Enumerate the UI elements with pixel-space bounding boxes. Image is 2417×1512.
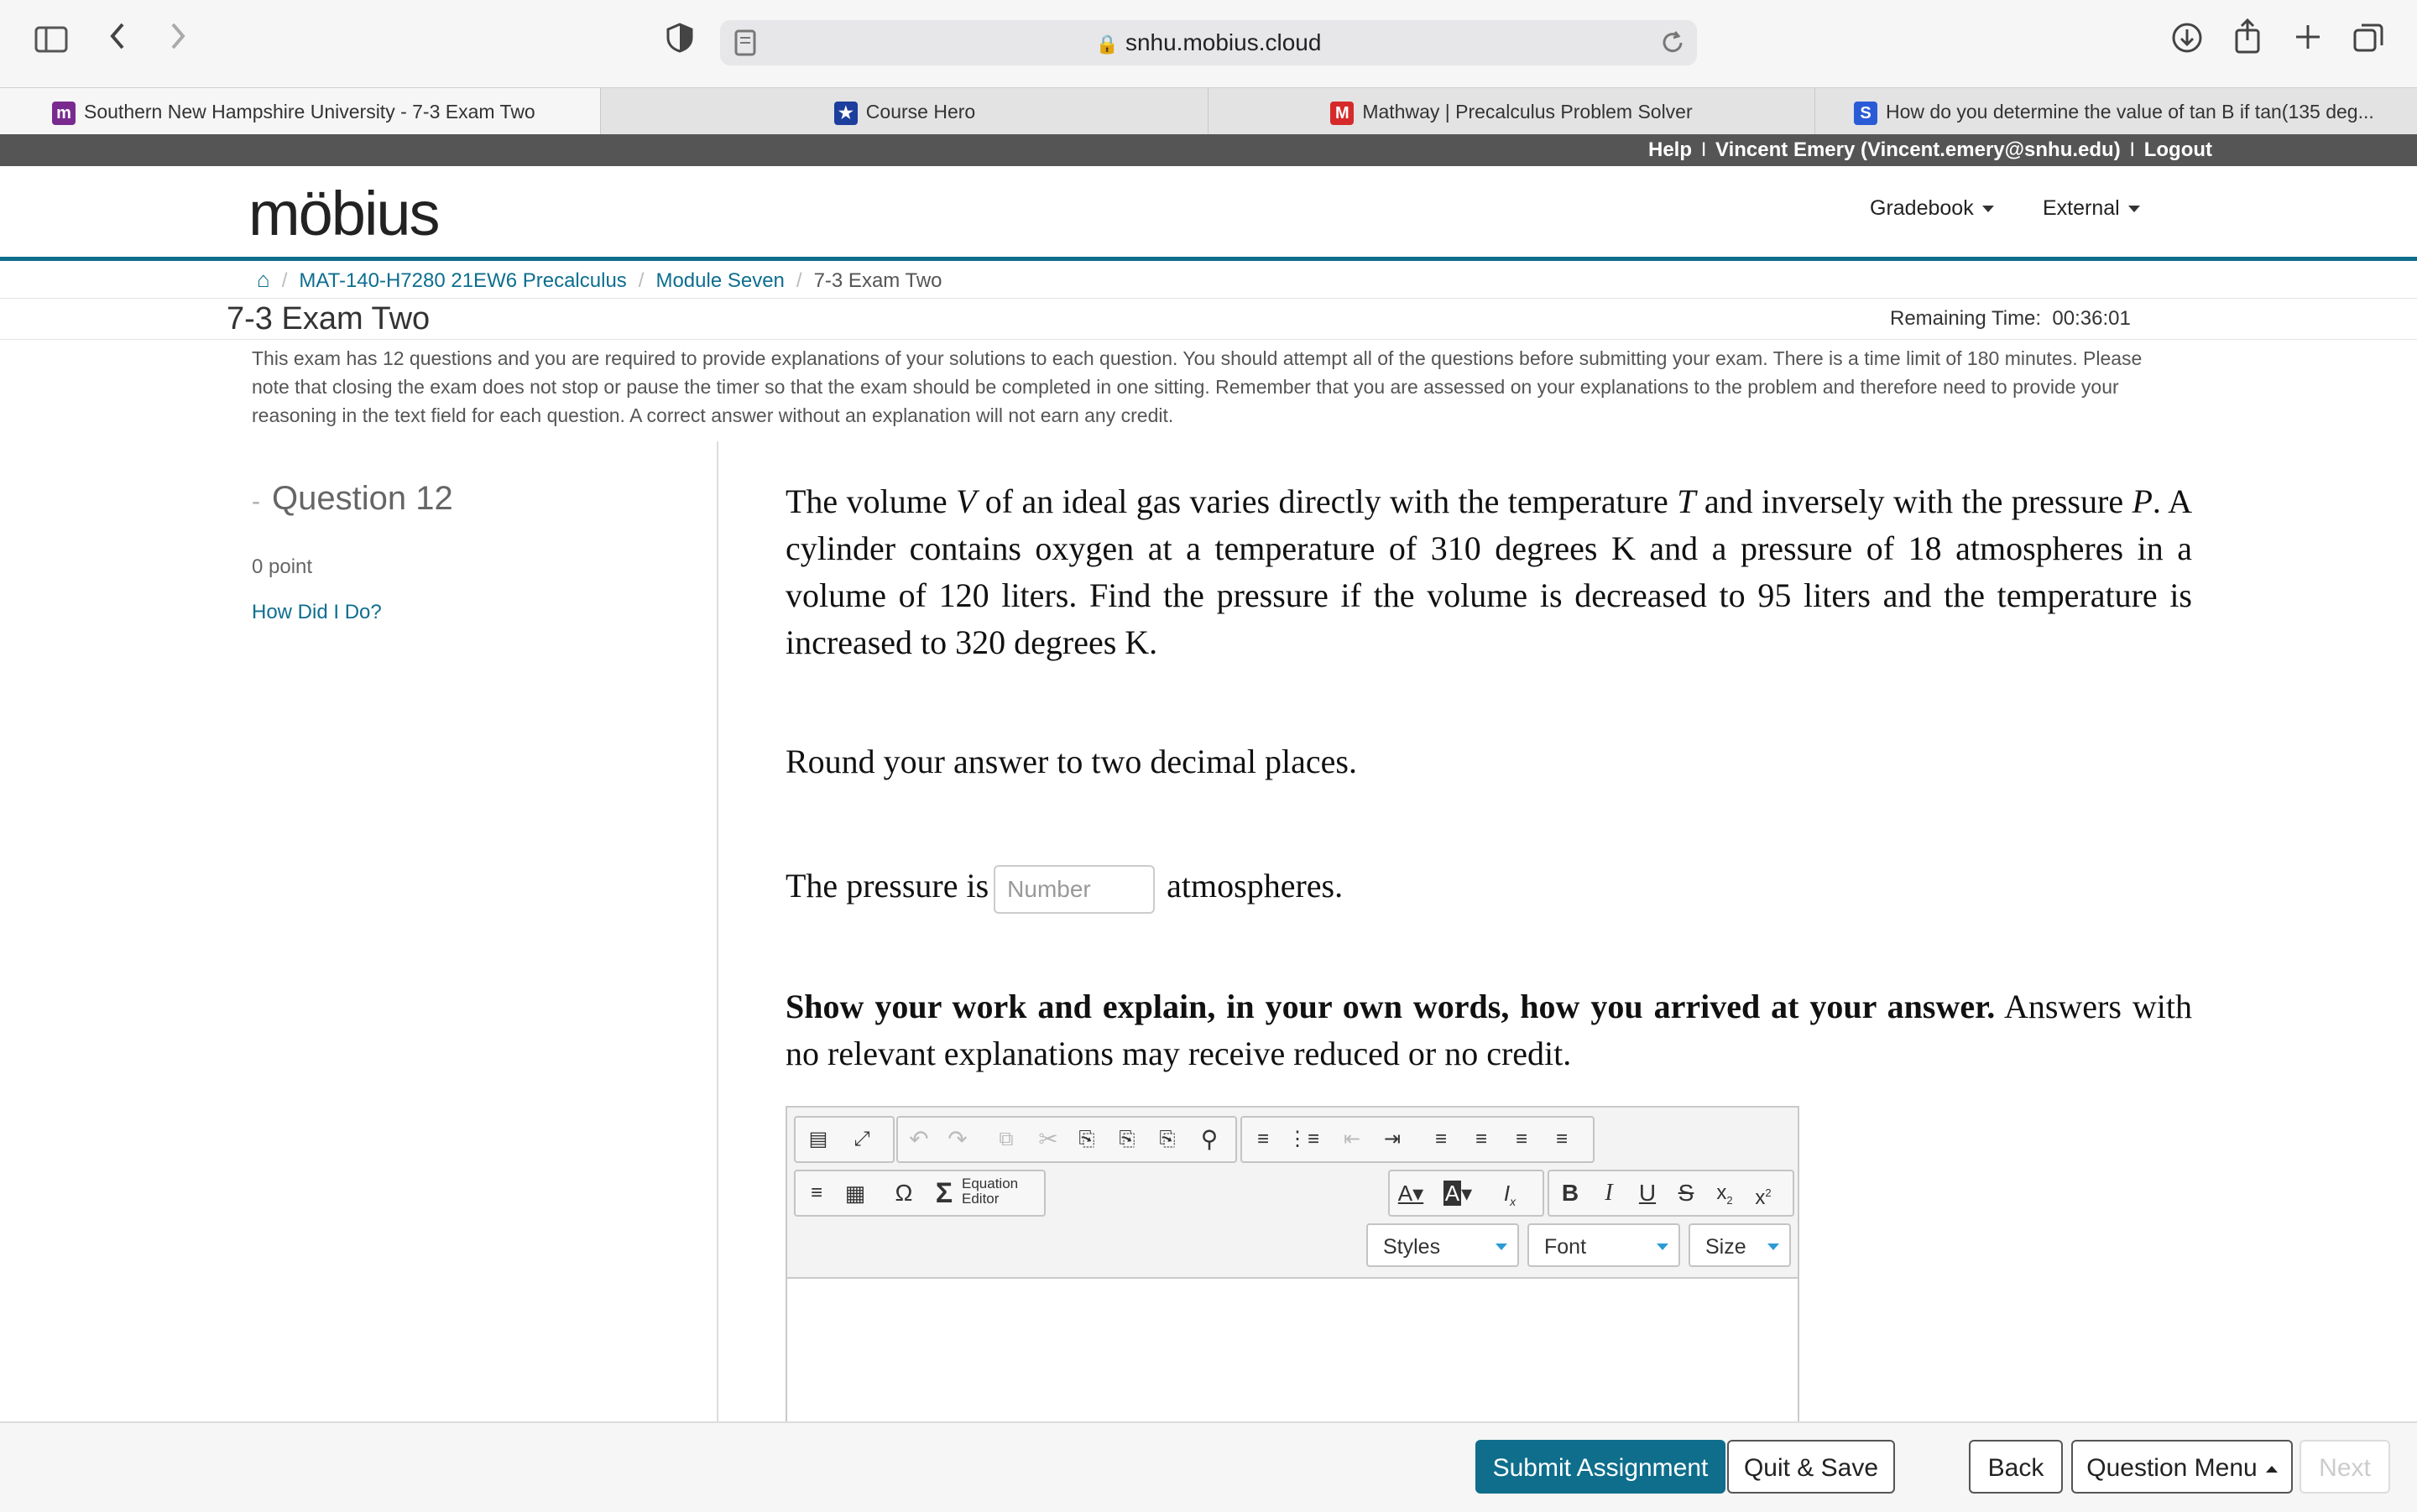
course-hero-favicon-icon: ★ — [834, 102, 858, 125]
paste-icon[interactable]: ⎘ — [1078, 1128, 1095, 1150]
indent-icon[interactable]: ⇥ — [1383, 1128, 1402, 1150]
align-right-icon[interactable]: ≡ — [1515, 1128, 1527, 1150]
font-dropdown[interactable]: Font — [1527, 1223, 1680, 1267]
forward-arrow-icon[interactable] — [161, 20, 195, 64]
superscript-icon[interactable]: $x^2$ — [1755, 1186, 1772, 1209]
undo-icon[interactable]: ↶ — [909, 1126, 929, 1152]
basic-styles-group — [1548, 1170, 1794, 1217]
strikethrough-icon[interactable]: S — [1678, 1180, 1694, 1206]
rounding-instruction: Round your answer to two decimal places. — [786, 743, 1357, 780]
bold-icon[interactable]: B — [1561, 1180, 1579, 1206]
horizontal-rule-icon[interactable]: ≡ — [810, 1181, 822, 1204]
question-heading[interactable]: - Question 12 — [252, 480, 453, 517]
share-icon[interactable] — [2229, 18, 2266, 66]
tab-southern-new-hampshire[interactable]: m Southern New Hampshire University - 7-3 Exam Two — [0, 88, 601, 135]
gradebook-menu[interactable]: Gradebook — [1870, 196, 1994, 221]
underline-icon[interactable]: U — [1638, 1180, 1657, 1206]
chevron-down-icon — [1767, 1243, 1779, 1250]
work-instruction: Show your work and explain, in your own words, how you arrived at your answer. Answers with no relevant explanations may receive reduced or no credit. — [786, 988, 2192, 1072]
question-text: The volume V of an ideal gas varies directly with the temperature T and inversely with the pressure P. A cylinder contains oxygen at a temperature of 310 degrees K and a pressure of 18 atmospheres in a volume of 120 liters. Find the pressure if the volume is decreased to 95 liters and the temperature is increased to 320 degrees K. — [786, 482, 2193, 661]
equation-editor-button[interactable]: Equation Editor — [962, 1176, 1019, 1207]
breadcrumb — [0, 261, 2417, 299]
styles-dropdown[interactable]: Styles — [1366, 1223, 1519, 1267]
how-did-i-do-link[interactable]: How Did I Do? — [252, 601, 382, 623]
numbered-list-icon[interactable]: ≡ — [1256, 1128, 1269, 1150]
downloads-icon[interactable] — [2169, 22, 2206, 66]
user-links — [1648, 134, 2212, 166]
tab-mathway[interactable]: M Mathway | Precalculus Problem Solver — [1208, 88, 1815, 135]
pressure-number-input[interactable]: Number — [994, 865, 1155, 914]
remaining-time: Remaining Time: 00:36:01 — [1890, 307, 2131, 330]
breadcrumb-items — [257, 261, 942, 300]
clipboard-group — [896, 1116, 1237, 1163]
tab-course-hero[interactable]: ★ Course Hero — [602, 88, 1208, 135]
external-menu[interactable]: External — [2043, 196, 2140, 221]
mobius-favicon-icon: m — [52, 102, 76, 125]
home-icon[interactable]: ⌂ — [257, 267, 270, 292]
background-color-icon[interactable]: A▾ — [1444, 1181, 1473, 1206]
justify-icon[interactable]: ≡ — [1555, 1128, 1568, 1150]
exam-title-bar — [0, 299, 2417, 340]
subscript-icon[interactable]: $x_2$ — [1716, 1181, 1733, 1207]
privacy-shield-icon[interactable] — [663, 22, 697, 65]
align-left-icon[interactable]: ≡ — [1434, 1128, 1447, 1150]
breadcrumb-separator: / — [281, 269, 288, 292]
editor-toolbar — [787, 1108, 1798, 1279]
url-text: 🔒 snhu.mobius.cloud — [1095, 29, 1322, 55]
footer-bar — [0, 1421, 2417, 1512]
back-button[interactable]: Back — [1969, 1440, 2063, 1494]
equation-icon[interactable]: Σ — [935, 1177, 953, 1209]
chevron-up-icon — [2266, 1466, 2278, 1473]
chevron-down-icon — [2128, 206, 2140, 212]
breadcrumb-separator: / — [638, 269, 645, 292]
chevron-down-icon — [1496, 1243, 1507, 1250]
paste-word-icon[interactable]: ⎘ — [1159, 1128, 1176, 1150]
breadcrumb-current: 7-3 Exam Two — [813, 269, 942, 292]
page-title: 7-3 Exam Two — [227, 301, 431, 336]
address-bar[interactable] — [720, 20, 1697, 65]
mathway-favicon-icon: M — [1330, 102, 1354, 125]
submit-assignment-button[interactable]: Submit Assignment — [1475, 1440, 1725, 1494]
chevron-down-icon — [1657, 1243, 1668, 1250]
browser-tabs — [0, 87, 2417, 135]
socratic-favicon-icon: S — [1854, 102, 1877, 125]
source-icon[interactable]: ▤ — [808, 1128, 828, 1150]
logout-link[interactable]: Logout — [2143, 138, 2213, 161]
new-tab-icon[interactable] — [2289, 20, 2326, 64]
mobius-logo[interactable]: möbius — [248, 179, 439, 248]
copy-icon[interactable]: ⧉ — [999, 1128, 1014, 1150]
answer-line: The pressure is Number atmospheres. — [786, 861, 1343, 914]
rich-text-editor — [786, 1106, 1799, 1445]
question-points: 0 point — [252, 555, 313, 578]
search-icon[interactable]: ⚲ — [1200, 1126, 1219, 1152]
tab-overview-icon[interactable] — [2350, 22, 2387, 66]
app-header — [0, 166, 2417, 261]
view-group — [794, 1116, 895, 1163]
lock-icon: 🔒 — [1095, 34, 1119, 55]
exam-instructions: This exam has 12 questions and you are required to provide explanations of your solutions to each question. You should attempt all of the questions before submitting your exam. There is a time limit of 180 minutes. Please note that closing the exam does not stop or pause the timer so that the exam should be completed in one sitting. Remember that you are assessed on your explanations to the problem and therefore need to provide your reasoning in the text field for each question. A correct answer without an explanation will not earn any credit. — [252, 347, 2143, 426]
outdent-icon[interactable]: ⇤ — [1343, 1128, 1361, 1150]
text-color-icon[interactable]: A▾ — [1397, 1181, 1424, 1206]
breadcrumb-module[interactable]: Module Seven — [655, 269, 785, 292]
collapse-icon: - — [252, 487, 260, 515]
clear-format-icon[interactable]: $I_x$ — [1503, 1181, 1516, 1209]
maximize-icon[interactable]: ⤢ — [854, 1128, 870, 1150]
tab-socratic[interactable]: S How do you determine the value of tan B if tan(135 deg... — [1815, 88, 2417, 135]
sidebar-toggle-icon[interactable] — [32, 22, 70, 65]
timer-value: 00:36:01 — [2052, 307, 2131, 330]
user-divider: I — [1700, 138, 1707, 161]
user-name[interactable]: Vincent Emery (Vincent.emery@snhu.edu) — [1715, 138, 2121, 161]
editor-content-area[interactable] — [787, 1279, 1798, 1443]
paragraph-group — [1240, 1116, 1595, 1163]
bullet-list-icon[interactable]: ⋮≡ — [1287, 1128, 1320, 1150]
question-menu-button[interactable]: Question Menu — [2071, 1440, 2293, 1494]
breadcrumb-course[interactable]: MAT-140-H7280 21EW6 Precalculus — [299, 269, 627, 292]
user-divider: I — [2129, 138, 2136, 161]
italic-icon[interactable]: I — [1605, 1180, 1613, 1206]
chevron-down-icon — [1982, 206, 1994, 212]
reload-icon[interactable] — [1660, 30, 1685, 60]
next-button[interactable]: Next — [2300, 1440, 2390, 1494]
help-link[interactable]: Help — [1648, 138, 1693, 161]
breadcrumb-separator: / — [796, 269, 802, 292]
browser-toolbar — [0, 0, 2417, 87]
size-dropdown[interactable]: Size — [1689, 1223, 1791, 1267]
user-bar — [0, 134, 2417, 166]
back-arrow-icon[interactable] — [101, 20, 134, 64]
column-divider — [717, 441, 718, 1423]
cut-icon[interactable]: ✂ — [1038, 1126, 1058, 1152]
insert-group — [794, 1170, 1046, 1217]
color-group — [1388, 1170, 1544, 1217]
paste-text-icon[interactable]: ⎘ — [1119, 1128, 1135, 1150]
align-center-icon[interactable]: ≡ — [1475, 1128, 1487, 1150]
special-char-icon[interactable]: Ω — [895, 1180, 913, 1206]
table-icon[interactable]: ▦ — [844, 1181, 866, 1206]
redo-icon[interactable]: ↷ — [947, 1126, 968, 1152]
quit-save-button[interactable]: Quit & Save — [1727, 1440, 1895, 1494]
